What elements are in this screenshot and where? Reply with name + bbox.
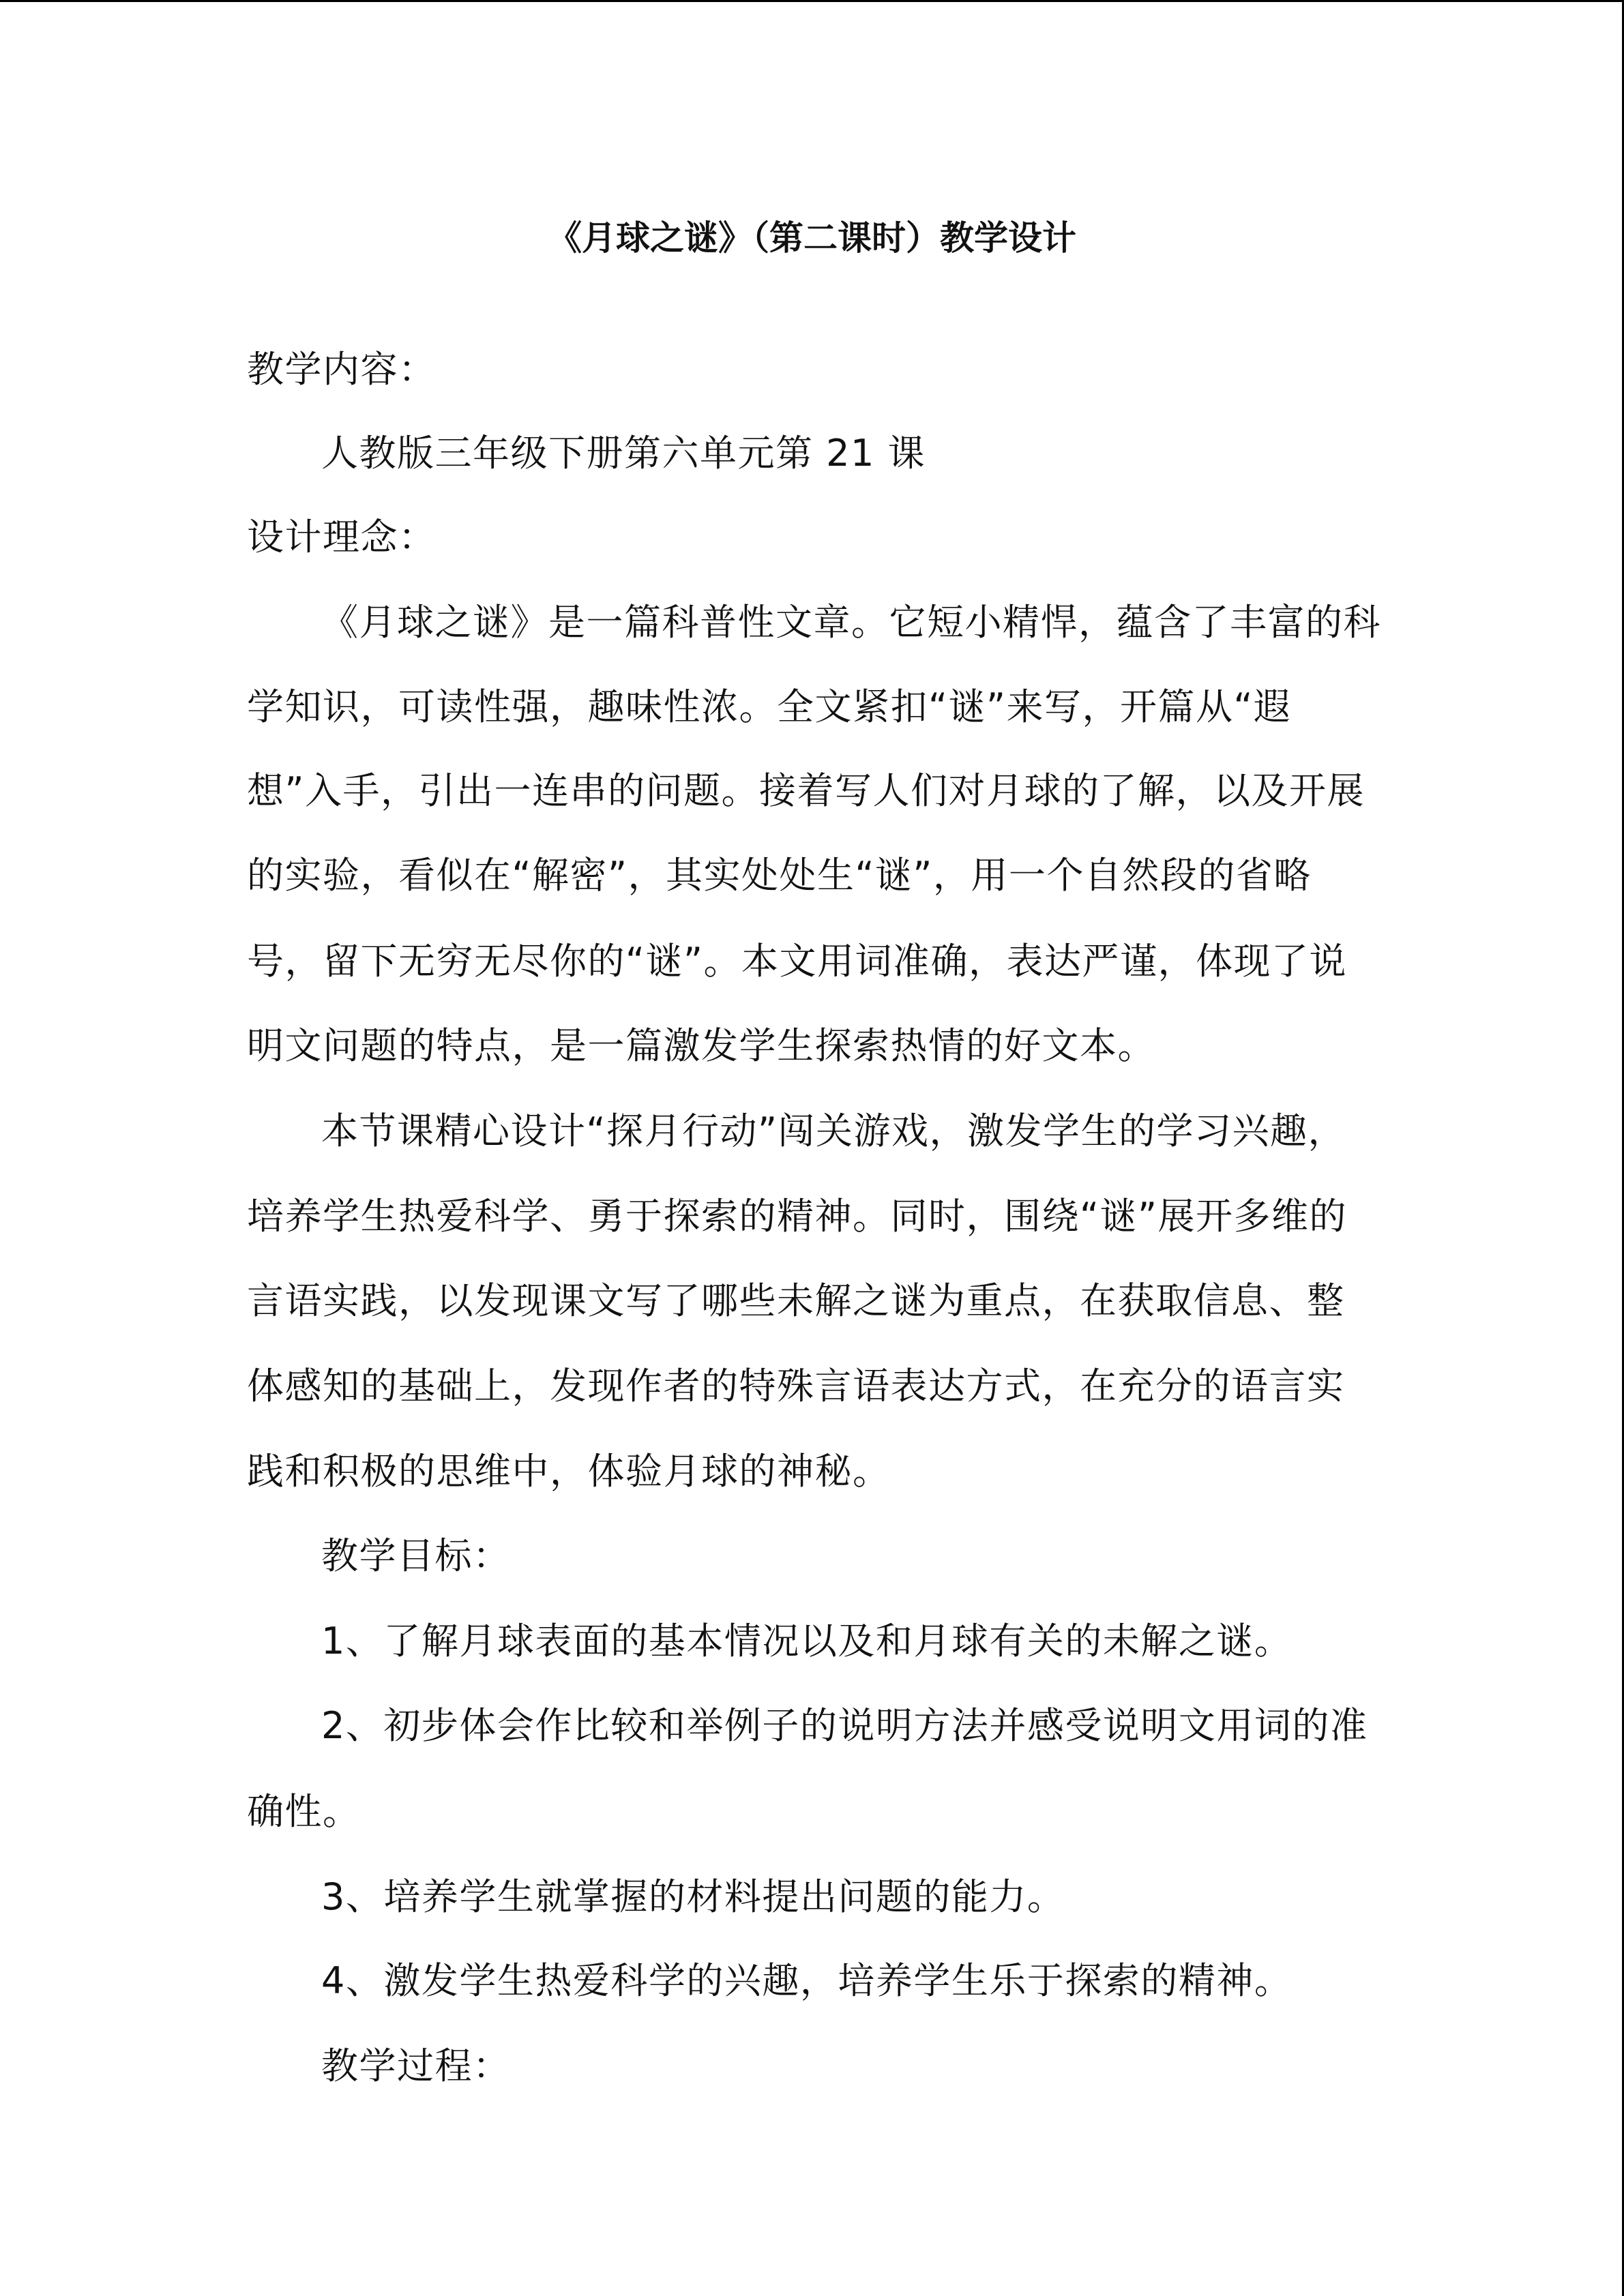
heading-teaching-process: 教学过程： xyxy=(321,2044,511,2087)
paragraph-line: 学知识，可读性强，趣味性浓。全文紧扣“谜”来写，开篇从“遐 xyxy=(247,685,1292,728)
heading-teaching-content: 教学内容： xyxy=(247,348,437,391)
teaching-content-text: 人教版三年级下册第六单元第 21 课 xyxy=(321,432,926,475)
paragraph-line: 本节课精心设计“探月行动”闯关游戏，激发学生的学习兴趣， xyxy=(321,1109,1346,1152)
paragraph-line: 言语实践，以发现课文写了哪些未解之谜为重点，在获取信息、整 xyxy=(247,1279,1345,1322)
goal-item-2: 2、初步体会作比较和举例子的说明方法并感受说明文用词的准 xyxy=(321,1704,1368,1747)
heading-design-concept: 设计理念： xyxy=(247,516,437,558)
paragraph-line: 培养学生热爱科学、勇于探索的精神。同时，围绕“谜”展开多维的 xyxy=(247,1195,1347,1238)
heading-teaching-goals: 教学目标： xyxy=(321,1534,511,1577)
goal-item-2-continued: 确性。 xyxy=(247,1790,361,1833)
goal-item-4: 4、激发学生热爱科学的兴趣，培养学生乐于探索的精神。 xyxy=(321,1959,1293,2002)
paragraph-line: 号，留下无穷无尽你的“谜”。本文用词准确，表达严谨，体现了说 xyxy=(247,940,1347,983)
goal-item-3: 3、培养学生就掌握的材料提出问题的能力。 xyxy=(321,1875,1065,1918)
goal-item-1: 1、了解月球表面的基本情况以及和月球有关的未解之谜。 xyxy=(321,1620,1293,1663)
paragraph-line: 的实验，看似在“解密”，其实处处生“谜”，用一个自然段的省略 xyxy=(247,854,1312,897)
document-title: 《月球之谜》（第二课时）教学设计 xyxy=(548,218,1076,258)
paragraph-line: 践和积极的思维中，体验月球的神秘。 xyxy=(247,1450,891,1493)
paragraph-line: 《月球之谜》是一篇科普性文章。它短小精悍，蕴含了丰富的科 xyxy=(321,601,1381,644)
paragraph-line: 想”入手，引出一连串的问题。接着写人们对月球的了解，以及开展 xyxy=(247,769,1365,812)
paragraph-line: 明文问题的特点，是一篇激发学生探索热情的好文本。 xyxy=(247,1024,1155,1067)
paragraph-line: 体感知的基础上，发现作者的特殊言语表达方式，在充分的语言实 xyxy=(247,1365,1345,1407)
top-border-line xyxy=(0,0,1624,2)
